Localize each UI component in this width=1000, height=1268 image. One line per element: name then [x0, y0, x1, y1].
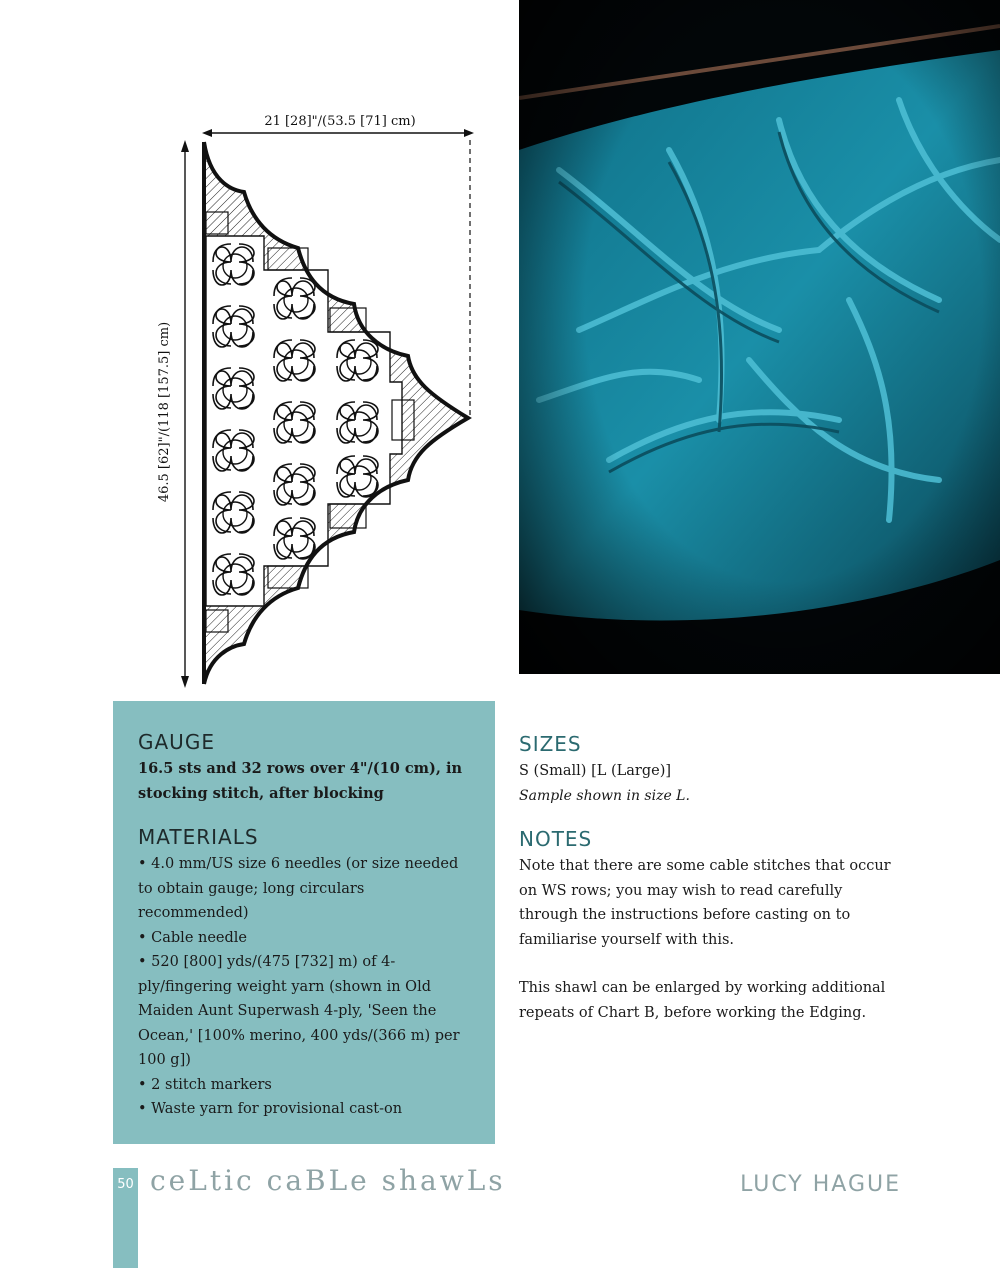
notes-paragraph: Note that there are some cable stitches that occur on WS rows; you may wish to read carefully through the instructions before casting on to familiarise yourself with this.	[519, 858, 891, 948]
notes-paragraph: This shawl can be enlarged by working additional repeats of Chart B, before working the Edging.	[519, 980, 886, 1021]
notes-heading: NOTES	[519, 827, 593, 851]
materials-item: • Cable needle	[138, 929, 248, 946]
sizes-text: S (Small) [L (Large)]	[519, 763, 672, 779]
shawl-photo	[519, 0, 1000, 674]
materials-item: • 520 [800] yds/(475 [732] m) of 4-ply/fingering weight yarn (shown in Old Maiden Aunt Superwash 4-ply, 'Seen the Ocean,' [100% merino, 400 yds/(366 m) per 100 g])	[138, 954, 460, 1068]
materials-heading: MATERIALS	[138, 825, 259, 849]
shawl-schematic	[140, 100, 500, 700]
width-label: 21 [28]"/(53.5 [71] cm)	[264, 114, 416, 129]
materials-item: • Waste yarn for provisional cast-on	[138, 1101, 403, 1117]
materials-item: • 4.0 mm/US size 6 needles (or size needed to obtain gauge; long circulars recommended)	[138, 856, 459, 921]
author-name: LUCY HAGUE	[740, 1172, 901, 1197]
sizes-heading: SIZES	[519, 732, 582, 756]
gauge-heading: GAUGE	[138, 730, 215, 754]
materials-item: • 2 stitch markers	[138, 1076, 272, 1093]
sizes-note: Sample shown in size L.	[519, 787, 690, 804]
gauge-text: 16.5 sts and 32 rows over 4"/(10 cm), in stocking stitch, after blocking	[138, 760, 463, 802]
book-title: ceLtic caBLe shawLs	[150, 1164, 506, 1197]
materials-list	[138, 852, 471, 1122]
sizes-notes-column	[519, 731, 899, 1049]
height-label: 46.5 [62]"/(118 [157.5] cm)	[157, 321, 172, 503]
gauge-materials-panel	[113, 701, 495, 1144]
page-number: 50	[117, 1177, 134, 1192]
